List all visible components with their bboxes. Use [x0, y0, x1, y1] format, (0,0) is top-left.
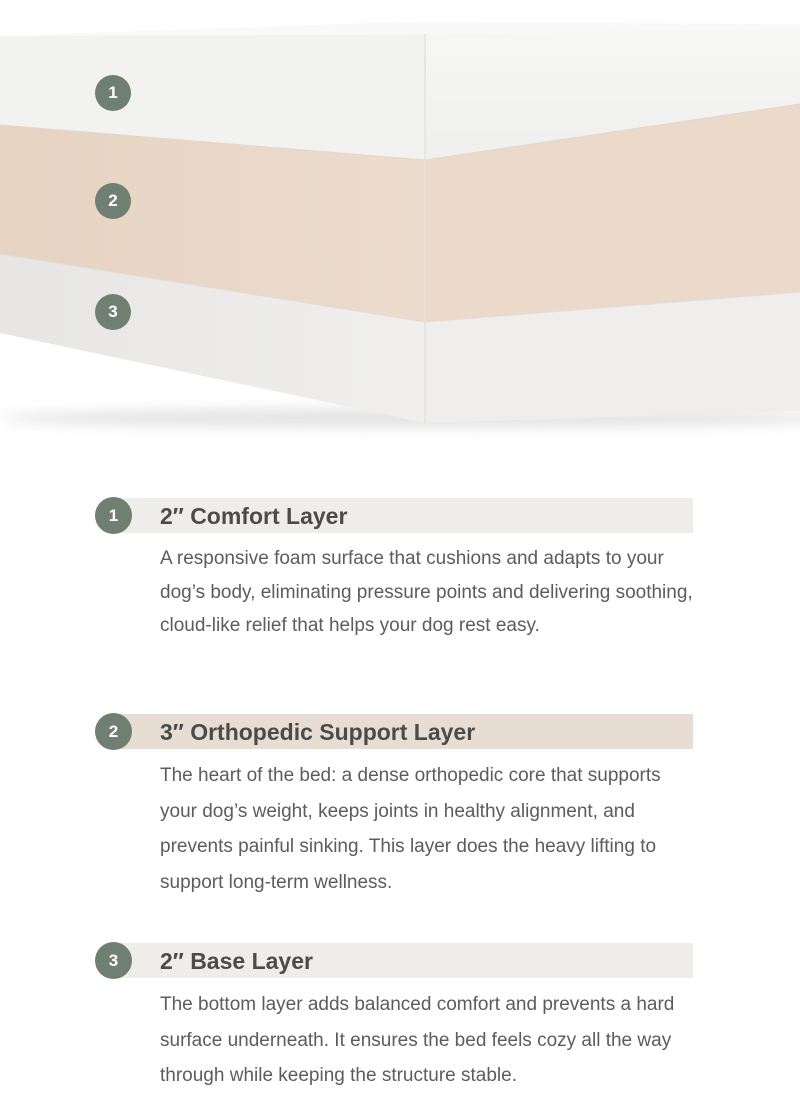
layer-description: A responsive foam surface that cushions and adapts to your dog’s body, eliminating pressure points and delivering soothing, cloud-like relief that helps your dog rest easy. — [160, 548, 693, 636]
layer-marker-3: 3 — [95, 294, 131, 330]
layer-marker-1: 1 — [95, 75, 131, 111]
layer-number-badge: 2 — [95, 713, 132, 750]
layer-description: The bottom layer adds balanced comfort and prevents a hard surface underneath. It ensures the bed feels cozy all the way through while keeping the structure stable. — [160, 994, 675, 1086]
layer-description: The heart of the bed: a dense orthopedic core that supports your dog’s weight, keeps joints in healthy alignment, and prevents painful sinking. This layer does the heavy lifting to support long-term wellness. — [160, 765, 661, 893]
layer-title: 2″ Comfort Layer — [160, 503, 348, 529]
layer-title: 3″ Orthopedic Support Layer — [160, 719, 476, 745]
layer-title: 2″ Base Layer — [160, 948, 313, 974]
layer-marker-2: 2 — [95, 183, 131, 219]
foam-layers-illustration — [0, 0, 800, 440]
layer-number-badge: 3 — [95, 942, 132, 979]
layer-number-badge: 1 — [95, 497, 132, 534]
